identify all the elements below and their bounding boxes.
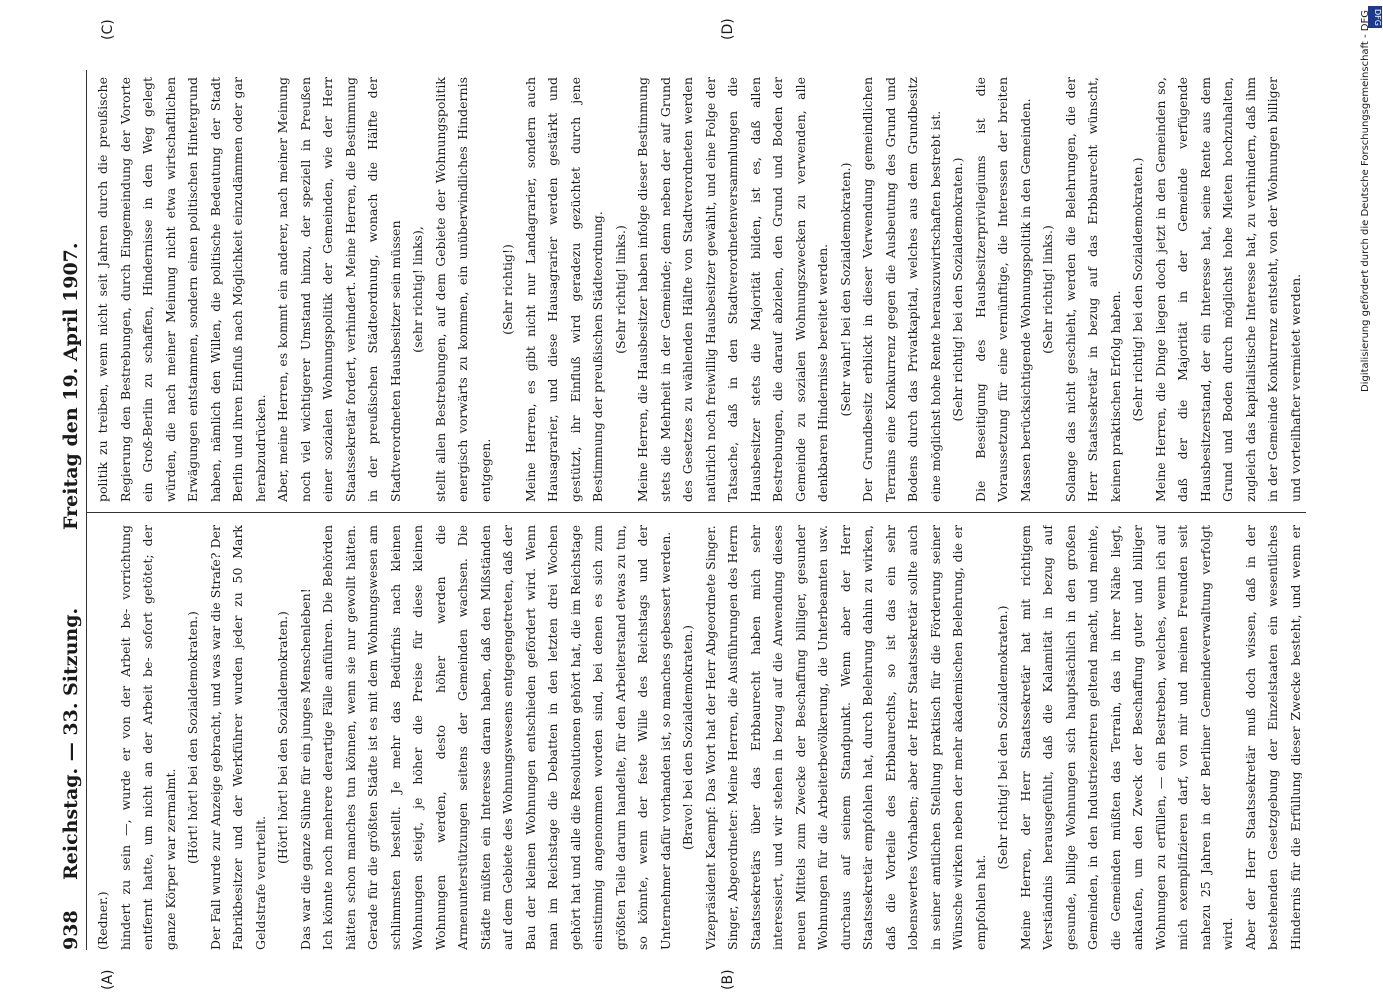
header-rule [86, 70, 87, 950]
right-column [92, 77, 1302, 502]
page-number: 938 [60, 910, 82, 950]
paragraph: Aber, meine Herren, es kommt ein anderer, nach meiner Meinung noch viel wichtigerer Umstand hinzu, der speziell in Preußen einer sozialen Wohnungspolitik der Gemeinden, wie der Herr Staatssekretär fordert, verhindert. Meine Herren, die Bestimmung in der preußischen Städteordnung, wonach die Hälfte der Stadtverordneten Hausbesitzer sein müssen [275, 77, 403, 502]
paragraph: Meine Herren, es gibt nicht nur Landagrarier, sondern auch Hausagrarier, und diese Hausagrarier werden gestärkt und gestützt, ihr Einfluß wird geradezu gezüchtet durch jene Bestimmung der preußischen Städteordnung. [522, 77, 605, 502]
paragraph: Aber der Herr Staatssekretär muß doch wissen, daß in der bestehenden Gesetzgebung der Einzelstaaten ein wesentliches Hindernis für die Erfüllung dieser Zwecke besteht, und wenn er [1242, 525, 1302, 950]
margin-marker-b: (B) [720, 969, 736, 990]
paragraph: Die Beseitigung des Hausbesitzerprivilegiums ist die Voraussetzung für eine vernünftige, die Interessen der breiten Massen berücksichtigende Wohnungspolitik in den Gemeinden. [972, 77, 1033, 502]
paragraph: hindert zu sein —, wurde er von der Arbeit be- vorrichtung entfernt hatte, um nicht an der Arbeit be- sofort getötet; der ganze Körper war zermalmt. [117, 525, 178, 950]
left-column [92, 525, 1302, 950]
margin-marker-d: (D) [720, 18, 736, 40]
paragraph: Der Grundbesitz erblickt in dieser Verwendung gemeindlichen Terrains eine Konkurrenz gegen die Ausbeutung des Grund und Bodens durch das Privatkapital, welches aus dem Grundbesitz eine möglichst hohe Rente herauszuwirtschaften bestrebt ist. [860, 77, 943, 502]
margin-marker-c: (C) [100, 19, 116, 40]
paragraph: Meine Herren, der Herr Staatssekretär hat mit richtigem Verständnis herausgefühlt, daß die Kalamität in bezug auf gesunde, billige Wohnungen sich hauptsächlich in den großen Gemeinden, in den Industriezentren geltend macht, und meinte, die Gemeinden müßten das Terrain, das in ihrer Nähe liegt, ankaufen, um den Zweck der Beschaffung guter und billiger Wohnungen zu erfüllen, — ein Bestreben, welches, wenn ich auf mich exemplifizieren darf, von mir und meinen Freunden seit nahezu 25 Jahren in der Berliner Gemeindeverwaltung verfolgt wird. [1017, 525, 1235, 950]
interjection: (Bravo! bei den Sozialdemokraten.) [680, 624, 695, 851]
column-divider [86, 512, 1306, 513]
interjection: (Sehr richtig! bei den Sozialdemokraten.) [950, 157, 965, 422]
interjection: (Sehr richtig! links.) [1040, 225, 1055, 354]
interjection: (Sehr richtig! links.) [612, 225, 628, 354]
digitization-credit [1360, 10, 1380, 990]
paragraph: Singer, Abgeordneter: Meine Herren, die Ausführungen des Herrn Staatssekretärs über das Erbbaurecht haben mich sehr interessiert, und wir stehen in bezug auf die Anwendung dieses neuen Mittels zum Zwecke der Beschaffung billiger, gesunder Wohnungen für die Arbeiterbevölkerung, die Unterbeamten usw. durchaus auf seinem Standpunkt. Wenn aber der Herr Staatssekretär empfohlen hat, durch Belehrung dahin zu wirken, daß die Vorteile des Erbbaurechts, so ist das ein sehr lobenswertes Vorhaben; aber der Herr Staatssekretär sollte auch in seiner amtlichen Stellung praktisch für die Förderung seiner Wünsche wirken neben der mehr akademischen Belehrung, die er empfohlen hat. [725, 525, 988, 950]
paragraph: Meine Herren, die Dinge liegen doch jetzt in den Gemeinden so, daß der die Majorität in der Gemeinde verfügende Hausbesitzerstand, der ein Interesse hat, seine Rente aus dem Grund und Boden durch möglichst hohe Mieten hochzuhalten, zugleich das kapitalistische Interesse hat, zu verhindern, daß ihm in der Gemeinde Konkurrenz entsteht, von der Wohnungen billiger und vorteilhafter vermietet werden. [1152, 77, 1302, 502]
paragraph: Ich könnte noch mehrere derartige Fälle anführen. Die Behörden hätten schon manches tun können, wenn sie nur gewollt hätten. Gerade für die größten Städte ist es mit dem Wohnungswesen am schlimmsten bestellt. Je mehr das Bedürfnis nach kleinen Wohnungen steigt, je höher die Preise für diese kleinen Wohnungen werden, desto höher werden die Armenunterstützungen seitens der Gemeinden wachsen. Die Städte müßten ein Interesse daran haben, daß den Mißständen auf dem Gebiete des Wohnungswesens entgegengetreten, daß der Bau der kleinen Wohnungen entschieden gefördert wird. Wenn man im Reichstage die Debatten in den letzten drei Wochen gehört hat und alle die Resolutionen gehört hat, die im Reichstage einstimmig angenommen worden sind, bei denen es sich zum größten Teile darum handelte, für den Arbeiterstand etwas zu tun, so könnte, wenn der feste Wille des Reichstags und der Unternehmer dafür vorhanden ist, so manches gebessert werden. [320, 525, 673, 950]
interjection: (Sehr wahr! bei den Sozialdemokraten.) [837, 162, 853, 417]
paragraph: politik zu treiben, wenn nicht seit Jahren durch die preußische Regierung den Bestrebungen, durch Eingemeindung der Vororte ein Groß-Berlin zu schaffen, Hindernisse in den Weg gelegt würden, die nach meiner Meinung nicht etwa wirtschaftlichen Erwägungen entstammen, sondern einen politischen Hintergrund haben, nämlich den Willen, die politische Bedeutung der Stadt Berlin und ihren Einfluß nach Möglichkeit einzudämmen oder gar herabzudrücken. [95, 77, 268, 502]
document-page [60, 18, 1330, 990]
interjection: (Sehr richtig! bei den Sozialdemokraten.) [995, 605, 1010, 870]
paragraph: Solange das nicht geschieht, werden die Belehrungen, die der Herr Staatssekretär in bezug auf das Erbbaurecht wünscht, keinen praktischen Erfolg haben. [1062, 77, 1123, 502]
interjection: (Hört! hört! bei den Sozialdemokraten.) [275, 611, 290, 864]
header-right-title: Freitag den 19. April 1907. [60, 242, 82, 530]
paragraph: (Redner.) [95, 891, 110, 950]
header-left-title: Reichstag. — 33. Sitzung. [60, 607, 82, 880]
paragraph: Der Fall wurde zur Anzeige gebracht, und was war die Strafe? Der Fabrikbesitzer und der Werkführer wurden jeder zu 50 Mark Geldstrafe verurteilt. [207, 525, 268, 950]
interjection: (Sehr richtig! bei den Sozialdemokraten.) [1130, 157, 1145, 422]
dfg-logo: DFG [1368, 6, 1382, 28]
paragraph: Vizepräsident Kaempf: Das Wort hat der Herr Abgeordnete Singer. [702, 525, 718, 950]
interjection: (Hört! hört! bei den Sozialdemokraten.) [185, 611, 200, 864]
interjection: (Sehr richtig!) [500, 244, 515, 335]
paragraph: Meine Herren, die Hausbesitzer haben infolge dieser Bestimmung stets die Mehrheit in der Gemeinde; denn neben der auf Grund des Gesetzes zu wählenden Hälfte von Stadtverordneten werden natürlich noch freiwillig Hausbesitzer gewählt, und eine Folge der Tatsache, daß in den Stadtverordnetenversammlungen die Hausbesitzer stets die Majorität bilden, ist es, daß allen Bestrebungen, die darauf abzielen, den Grund und Boden der Gemeinde zu sozialen Wohnungszwecken zu verwenden, alle denkbaren Hindernisse bereitet werden. [635, 77, 830, 502]
page-header [60, 70, 86, 950]
interjection: (sehr richtig! links), [410, 226, 425, 353]
digitization-credit-text: Digitalisierung gefördert durch die Deutsche Forschungsgemeinschaft - DFG [1360, 10, 1371, 393]
margin-marker-a: (A) [100, 969, 116, 990]
paragraph: Das war die ganze Sühne für ein junges Menschenleben! [297, 588, 313, 950]
paragraph: stellt allen Bestrebungen, auf dem Gebiete der Wohnungspolitik energisch vorwärts zu kommen, ein unüberwindliches Hindernis entgegen. [432, 77, 493, 502]
